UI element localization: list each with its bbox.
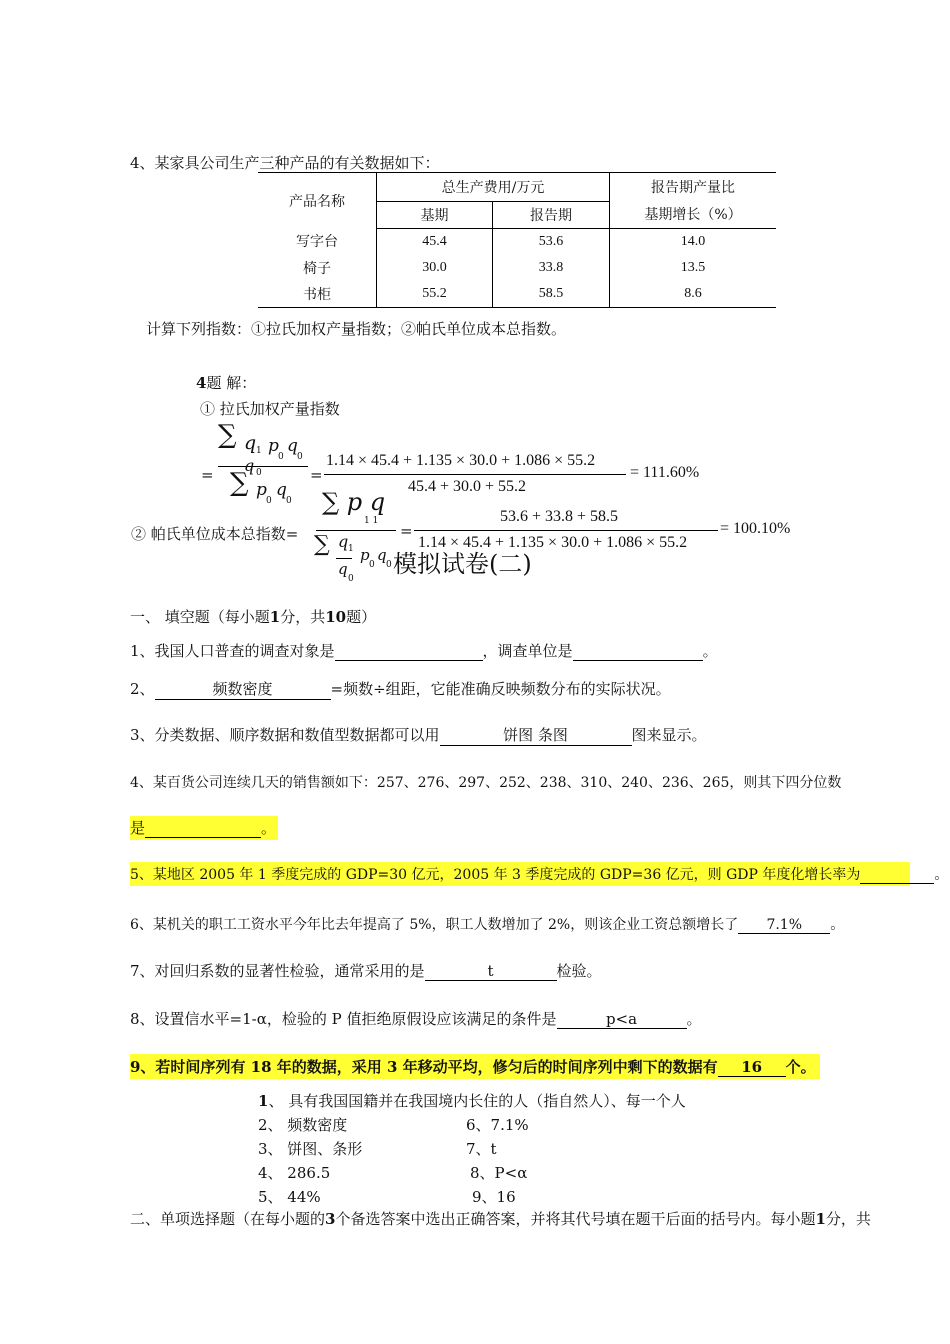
math-subscript: 0: [266, 496, 272, 506]
sigma-symbol: ∑: [314, 532, 330, 557]
answer-blank[interactable]: [860, 867, 934, 884]
problem-question: 计算下列指数：①拉氏加权产量指数；②帕氏单位成本总指数。: [146, 320, 567, 338]
question-text: 。: [686, 1010, 702, 1028]
math-symbol: q: [244, 432, 257, 454]
answer-3: 3、 饼图、条形: [258, 1140, 363, 1158]
header-report: 报告期: [493, 201, 610, 228]
question-1: [130, 640, 718, 661]
answer-5: 5、 44%: [258, 1188, 321, 1206]
question-2: [130, 678, 671, 700]
sigma-symbol: ∑: [218, 420, 237, 450]
question-text: 7、对回归系数的显著性检验，通常采用的是: [130, 962, 425, 980]
fraction-bar: [336, 558, 352, 559]
section1-title: [130, 606, 376, 627]
header-total-cost: 总生产费用/万元: [377, 173, 610, 202]
math-symbol: q: [377, 546, 387, 564]
cell-base: 45.4: [377, 228, 493, 255]
equals-sign: =: [400, 522, 413, 540]
question-text: =频数÷组距，它能准确反映频数分布的实际状况。: [330, 680, 671, 698]
question-text: ，调查单位是: [482, 642, 573, 660]
formula1-denominator: 45.4 + 30.0 + 55.2: [408, 478, 527, 495]
solution-header: [196, 372, 256, 393]
section1-title-text: 一、 填空题（每小题: [130, 608, 270, 626]
equals-sign: =: [201, 466, 214, 484]
table-row: [258, 228, 776, 255]
problem-title: 4、某家具公司生产三种产品的有关数据如下：: [130, 154, 440, 172]
math-subscript: 0: [386, 560, 392, 570]
formula2-numerator: 53.6 + 33.8 + 58.5: [500, 508, 619, 525]
question-text: 1、我国人口普查的调查对象是: [130, 642, 335, 660]
formula2-denominator: 1.14 × 45.4 + 1.135 × 30.0 + 1.086 × 55.2: [418, 534, 688, 551]
math-subscript: 1: [256, 446, 262, 456]
question-4-continued: [130, 816, 278, 840]
section1-title-num: 1: [269, 608, 281, 626]
question-6: [130, 914, 844, 934]
fraction-bar: [316, 530, 396, 531]
cell-base: 30.0: [377, 255, 493, 281]
question-9: [130, 1054, 820, 1079]
question-7: [130, 960, 602, 981]
question-8: [130, 1008, 702, 1029]
math-subscript: 0: [369, 560, 375, 570]
cell-name: 书柜: [258, 281, 377, 308]
question-text: 6、某机关的职工工资水平今年比去年提高了 5%，职工人数增加了 2%，则该企业工资总额增长了: [130, 917, 739, 933]
math-symbol: q: [287, 436, 298, 456]
table-row: [258, 281, 776, 308]
question-text: 。: [261, 819, 277, 837]
math-symbol: p: [268, 436, 279, 456]
cell-name: 写字台: [258, 228, 377, 255]
question-text: 3、分类数据、顺序数据和数值型数据都可以用: [130, 726, 440, 744]
formula2-label: ② 帕氏单位成本总指数=: [131, 525, 299, 543]
cell-base: 55.2: [377, 281, 493, 308]
section2-title-text: 二、单项选择题（在每小题的: [130, 1210, 326, 1228]
section2-title-num: 3: [325, 1210, 336, 1228]
solution-header-text: 题 解：: [206, 374, 257, 392]
section1-title-text: 分，共: [280, 608, 326, 626]
equals-sign: =: [310, 466, 323, 484]
question-4: 4、某百货公司连续几天的销售额如下：257、276、297、252、238、310、240、236、265，则其下四分位数: [130, 775, 842, 791]
exam-title-overlap: 模拟试卷(二): [393, 550, 532, 578]
formula2-result: = 100.10%: [720, 520, 791, 537]
question-text: 个。: [785, 1058, 816, 1076]
header-base: 基期: [377, 201, 493, 228]
sigma-symbol: ∑: [230, 468, 249, 498]
answer-blank[interactable]: [573, 642, 703, 661]
header-product: 产品名称: [258, 173, 377, 229]
solution-number: 4: [196, 374, 207, 392]
answer-blank[interactable]: t: [425, 962, 557, 981]
math-subscript: 0: [256, 468, 262, 478]
cell-report: 33.8: [493, 255, 610, 281]
math-symbol: q: [276, 480, 287, 500]
question-5: [130, 862, 949, 886]
question-text: 。: [830, 917, 845, 933]
answer-4: 4、 286.5: [258, 1164, 331, 1182]
answer-blank[interactable]: [145, 819, 261, 838]
formula1-result: = 111.60%: [630, 464, 700, 481]
answer-blank[interactable]: 饼图 条图: [440, 724, 632, 746]
question-text: 2、: [130, 680, 155, 698]
question-text: 是: [130, 819, 146, 837]
question-3: [130, 724, 707, 746]
math-subscript: 0: [348, 574, 354, 584]
fraction-bar: [218, 466, 308, 467]
cell-growth: 8.6: [610, 281, 777, 308]
answer-1: [258, 1090, 686, 1111]
cell-growth: 14.0: [680, 233, 706, 249]
answer-blank[interactable]: p<a: [557, 1010, 687, 1029]
answer-6: 6、7.1%: [466, 1116, 529, 1134]
math-subscript: 0: [286, 496, 292, 506]
section2-title-num: 1: [815, 1210, 826, 1228]
answer-number: 1: [258, 1092, 269, 1110]
question-text: 。: [702, 642, 718, 660]
math-subscript: 1 1: [364, 516, 379, 526]
answer-blank[interactable]: 16: [718, 1058, 786, 1077]
section2-title-text: 个备选答案中选出正确答案，并将其代号填在题干后面的括号内。每小题: [335, 1210, 816, 1228]
fraction-bar: [324, 474, 626, 475]
math-symbol: q: [338, 560, 348, 578]
math-symbol: p: [256, 480, 267, 500]
section2-title: [130, 1208, 871, 1229]
answer-8: 8、P<α: [470, 1164, 528, 1182]
math-subscript: 0: [278, 452, 284, 462]
product-data-table: [258, 172, 776, 308]
answer-2: 2、 频数密度: [258, 1116, 348, 1134]
math-symbol: q: [244, 456, 255, 475]
table-row: [258, 255, 776, 281]
math-subscript: 1: [348, 544, 354, 554]
cell-name: 椅子: [258, 255, 377, 281]
answer-blank[interactable]: 7.1%: [738, 917, 830, 934]
cell-growth: 13.5: [680, 259, 706, 275]
answer-text: 、 具有我国国籍并在我国境内长住的人（指自然人）、每一个人: [268, 1092, 686, 1110]
header-growth-2: 基期增长（%）: [610, 201, 777, 228]
question-text: 。: [934, 867, 949, 883]
cell-report: 53.6: [493, 228, 610, 255]
section2-title-text: 分，共: [825, 1210, 871, 1228]
fraction-bar: [414, 530, 718, 531]
question-text: 8、设置信水平=1-α，检验的 P 值拒绝原假设应该满足的条件是: [130, 1010, 557, 1028]
question-text: 图来显示。: [631, 726, 707, 744]
header-growth-1: 报告期产量比: [610, 173, 777, 202]
question-text: 检验。: [556, 962, 602, 980]
answer-9: 9、16: [472, 1188, 516, 1206]
formula2-sum-top: ∑ p q: [322, 488, 386, 516]
formula1-numerator: 1.14 × 45.4 + 1.135 × 30.0 + 1.086 × 55.2: [326, 452, 596, 469]
cell-report: 58.5: [493, 281, 610, 308]
answer-7: 7、t: [466, 1140, 497, 1158]
question-text: 9、若时间序列有 18 年的数据，采用 3 年移动平均，修匀后的时间序列中剩下的数据有: [130, 1058, 718, 1076]
math-symbol: q: [338, 532, 349, 551]
formula1-label: ① 拉氏加权产量指数: [200, 400, 340, 418]
section1-title-num: 10: [325, 608, 347, 626]
answer-blank[interactable]: [335, 642, 483, 661]
math-symbol: p: [360, 546, 370, 564]
answer-blank[interactable]: 频数密度: [155, 678, 331, 700]
section1-title-text: 题）: [346, 608, 377, 626]
question-text: 5、某地区 2005 年 1 季度完成的 GDP=30 亿元，2005 年 3 季度完成的 GDP=36 亿元，则 GDP 年度化增长率为: [130, 867, 861, 883]
math-subscript: 0: [297, 452, 303, 462]
